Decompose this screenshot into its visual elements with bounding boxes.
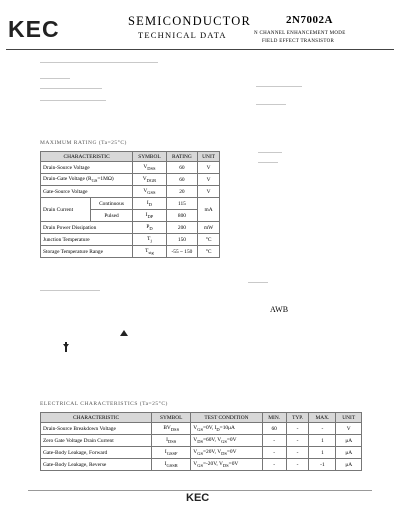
cell-unit: V (336, 423, 362, 435)
body-line (40, 88, 102, 89)
cell-symbol: $T_j$ (133, 234, 166, 246)
max-rating-heading: MAXIMUM RATING (Ta=25°C) (40, 140, 127, 146)
table-row (41, 162, 220, 174)
header-title: SEMICONDUCTOR (128, 14, 252, 28)
cell-rating: 20 (166, 186, 198, 198)
footer-kec-logo: KEC (186, 492, 210, 504)
cell-rating: -55 ~ 150 (166, 246, 198, 258)
cell-characteristic: Storage Temperature Range (41, 246, 133, 258)
table-row (41, 435, 362, 447)
cell-min: - (262, 459, 286, 471)
cell-unit: μA (336, 447, 362, 459)
cell-symbol: $I_{DSS}$ (152, 435, 191, 447)
body-line (40, 78, 70, 79)
table-row (41, 222, 220, 234)
cell-unit: V (198, 174, 220, 186)
body-line (40, 62, 158, 63)
cell-symbol: $BV_{DSS}$ (152, 423, 191, 435)
footer-rule (28, 490, 372, 491)
cell-test-condition: $V_{GS}=-20V$, $V_{DS}=0V$ (191, 459, 262, 471)
marking-code: AWB (270, 305, 289, 314)
body-line (248, 282, 268, 283)
table-row (41, 198, 220, 210)
cell-characteristic: Drain-Gate Voltage $(R_{GS}=1M\Omega)$ (41, 174, 133, 186)
cell-max: 1 (309, 447, 336, 459)
table-header-row (41, 413, 362, 423)
cell-min: - (262, 435, 286, 447)
table-row (41, 447, 362, 459)
cell-symbol: $V_{DGR}$ (133, 174, 166, 186)
body-line (40, 290, 100, 291)
col-unit: UNIT (336, 413, 362, 423)
cell-subcharacteristic: Continuous (90, 198, 132, 210)
table-row (41, 234, 220, 246)
description-line1: N CHANNEL ENHANCEMENT MODE (254, 31, 346, 36)
cell-rating: 60 (166, 174, 198, 186)
cell-unit: mW (198, 222, 220, 234)
cell-typ: - (286, 423, 309, 435)
cell-rating: 60 (166, 162, 198, 174)
cell-rating: 800 (166, 210, 198, 222)
cell-rating: 150 (166, 234, 198, 246)
cell-test-condition: $V_{GS}=0V$, $I_D=10\mu A$ (191, 423, 262, 435)
cell-max: -1 (309, 459, 336, 471)
cell-symbol: $P_D$ (133, 222, 166, 234)
table-row (41, 246, 220, 258)
cell-unit: V (198, 162, 220, 174)
cell-unit: μA (336, 435, 362, 447)
cell-characteristic: Drain Current (41, 198, 91, 222)
col-symbol: SYMBOL (152, 413, 191, 423)
cell-symbol: $I_{GSSF}$ (152, 447, 191, 459)
cell-max: 1 (309, 435, 336, 447)
cell-characteristic: Gate-Body Leakage, Forward (41, 447, 152, 459)
table-row (41, 174, 220, 186)
body-line (258, 152, 282, 153)
cell-subcharacteristic: Pulsed (90, 210, 132, 222)
cell-test-condition: $V_{GS}=20V$, $V_{DS}=0V$ (191, 447, 262, 459)
body-line (256, 104, 286, 105)
cell-characteristic: Drain-Source Breakdown Voltage (41, 423, 152, 435)
kec-logo: KEC (8, 16, 60, 42)
table-row (41, 459, 362, 471)
cell-test-condition: $V_{DS}=60V$, $V_{GS}=0V$ (191, 435, 262, 447)
cell-characteristic: Gate-Body Leakage, Reverse (41, 459, 152, 471)
cell-unit: °C (198, 234, 220, 246)
cell-symbol: $I_{GSSR}$ (152, 459, 191, 471)
cell-characteristic: Drain Power Dissipation (41, 222, 133, 234)
cell-characteristic: Junction Temperature (41, 234, 133, 246)
cell-typ: - (286, 435, 309, 447)
cell-unit: °C (198, 246, 220, 258)
table-row (41, 423, 362, 435)
col-unit: UNIT (198, 152, 220, 162)
cell-unit: V (198, 186, 220, 198)
cell-max: - (309, 423, 336, 435)
cell-typ: - (286, 447, 309, 459)
description-line2: FIELD EFFECT TRANSISTOR (262, 39, 335, 44)
col-characteristic: CHARACTERISTIC (41, 413, 152, 423)
cell-characteristic: Drain-Source Voltage (41, 162, 133, 174)
cell-min: 60 (262, 423, 286, 435)
cell-characteristic: Gate-Source Voltage (41, 186, 133, 198)
cell-symbol: $V_{GSS}$ (133, 186, 166, 198)
cell-unit: μA (336, 459, 362, 471)
col-characteristic: CHARACTERISTIC (41, 152, 133, 162)
table-header-row (41, 152, 220, 162)
col-test-condition: TEST CONDITION (191, 413, 262, 423)
cell-min: - (262, 447, 286, 459)
cell-characteristic: Zero Gate Voltage Drain Current (41, 435, 152, 447)
header-subtitle: TECHNICAL DATA (138, 30, 227, 40)
max-rating-table (40, 151, 220, 258)
body-line (258, 162, 278, 163)
body-line (40, 100, 106, 101)
cell-symbol: $T_{stg}$ (133, 246, 166, 258)
cell-unit: mA (198, 198, 220, 222)
col-symbol: SYMBOL (133, 152, 166, 162)
cell-symbol: $I_D$ (133, 198, 166, 210)
body-line (256, 86, 302, 87)
electrical-table (40, 412, 362, 471)
electrical-heading: ELECTRICAL CHARACTERISTICS (Ta=25°C) (40, 401, 168, 407)
cell-symbol: $V_{DSS}$ (133, 162, 166, 174)
col-min: MIN. (262, 413, 286, 423)
part-number: 2N7002A (286, 14, 333, 26)
header-rule (6, 49, 394, 50)
cell-rating: 200 (166, 222, 198, 234)
cell-typ: - (286, 459, 309, 471)
col-max: MAX. (309, 413, 336, 423)
col-typ: TYP. (286, 413, 309, 423)
equivalent-circuit-diagram (58, 328, 128, 356)
cell-symbol: $I_{DP}$ (133, 210, 166, 222)
col-rating: RATING (166, 152, 198, 162)
table-row (41, 186, 220, 198)
cell-rating: 115 (166, 198, 198, 210)
